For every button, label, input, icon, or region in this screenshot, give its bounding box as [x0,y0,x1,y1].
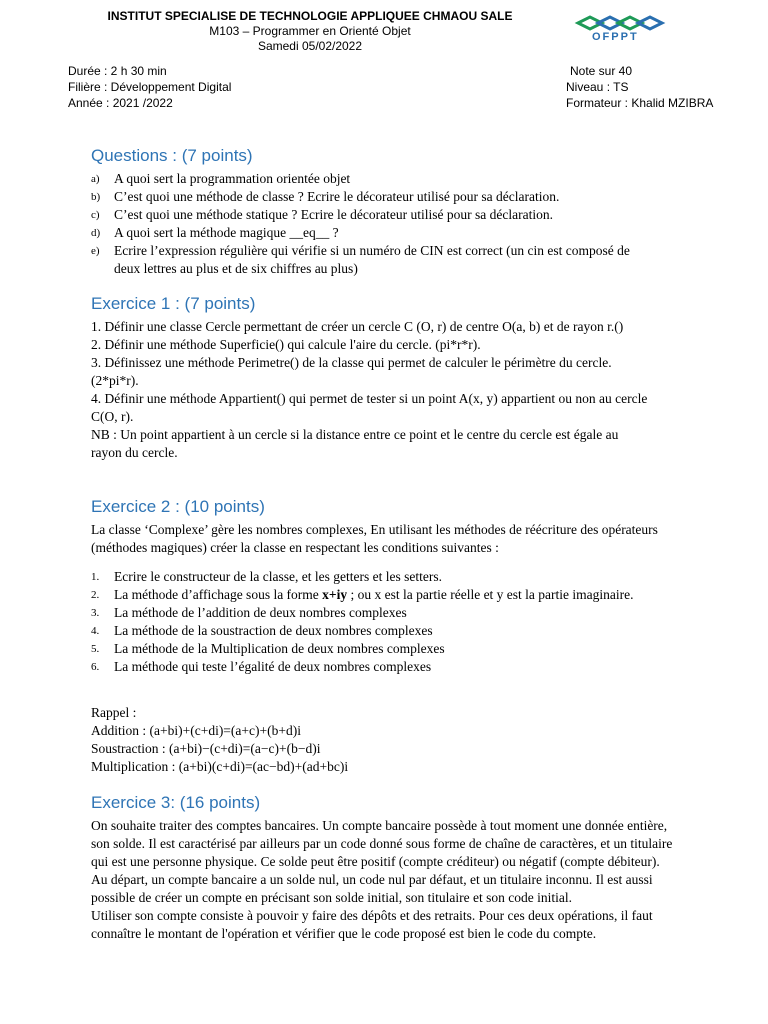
item-marker: 3. [91,607,100,619]
list-item [91,622,651,640]
rappel-block [91,704,651,776]
rappel-addition: Addition : (a+bi)+(c+di)=(a+c)+(b+d)i [91,723,301,738]
ex1-line: 4. Définir une méthode Appartient() qui permet de tester si un point A(x, y) appartient ou non au cercle C(O, r). [91,391,648,424]
item-text: La méthode qui teste l’égalité de deux nombres complexes [114,659,432,674]
institute-name: INSTITUT SPECIALISE DE TECHNOLOGIE APPLIQUEE CHMAOU SALE [107,9,513,23]
list-item [91,188,651,206]
item-text [114,586,651,604]
item-marker: 6. [91,661,100,673]
ex3-paragraph: On souhaite traiter des comptes bancaires. Un compte bancaire possède à tout moment une donnée entière, son solde. Il est caractérisé par ailleurs par un code donné sous forme de chaîne de caractères, et un titulaire qui est une personne physique. Ce solde peut être positif (compte créditeur) ou négatif (compte débiteur). Au départ, un compte bancaire a un solde nul, un code nul par défaut, et un titulaire inconnu. Il est aussi possible de créer un compte en précisant son solde initial, son titulaire et son code initial. [91,818,673,905]
note: Note sur 40 [570,64,633,78]
ex1-line: 2. Définir une méthode Superficie() qui calcule l'aire du cercle. (pi*r*r). [91,337,481,352]
ex1-line: 1. Définir une classe Cercle permettant de créer un cercle C (O, r) de centre O(a, b) et de rayon r.() [91,319,624,334]
list-item [91,224,651,242]
item-text: A quoi sert la méthode magique __eq__ ? [114,225,339,240]
list-item [91,206,651,224]
item-text-after: ; ou x est la partie réelle et y est la partie imaginaire. [347,587,634,602]
item-text: La méthode de l’addition de deux nombres complexes [114,605,407,620]
exercice-2-title: Exercice 2 : (10 points) [91,497,265,516]
module-name: M103 – Programmer en Orienté Objet [209,24,411,38]
rappel-title: Rappel : [91,705,137,720]
exercice-2-list [91,568,651,676]
document-header [60,9,560,54]
exercice-3-body [91,817,676,943]
list-item [91,658,651,676]
logo-text: OFPPT [592,31,639,43]
questions-list [91,170,651,278]
ex3-paragraph: Utiliser son compte consiste à pouvoir y faire des dépôts et des retraits. Pour ces deux opérations, il faut connaître le montant de l'opération et vérifier que le code proposé est bien le code du compte. [91,908,653,941]
item-marker: b) [91,191,101,203]
item-text: La méthode de la soustraction de deux nombres complexes [114,623,433,638]
item-text: La méthode de la Multiplication de deux nombres complexes [114,641,445,656]
rappel-soustraction: Soustraction : (a+bi)−(c+di)=(a−c)+(b−d)i [91,741,321,756]
item-marker: d) [91,227,101,239]
item-text: A quoi sert la programmation orientée objet [114,171,351,186]
questions-title: Questions : (7 points) [91,146,253,165]
list-item [91,568,651,586]
list-item [91,170,651,188]
item-text: C’est quoi une méthode de classe ? Ecrire le décorateur utilisé pour sa déclaration. [114,189,560,204]
item-text: Ecrire l’expression régulière qui vérifie si un numéro de CIN est correct (un cin est composé de deux lettres au plus et de six chiffres au plus) [114,243,630,276]
annee: Année : 2021 /2022 [68,96,173,110]
rappel-multiplication: Multiplication : (a+bi)(c+di)=(ac−bd)+(ad+bc)i [91,759,349,774]
item-marker: a) [91,173,100,185]
item-text: C’est quoi une méthode statique ? Ecrire le décorateur utilisé pour sa déclaration. [114,207,553,222]
list-item [91,242,651,278]
exam-date: Samedi 05/02/2022 [257,39,363,53]
ex1-line: 3. Définissez une méthode Perimetre() de la classe qui permet de calculer le périmètre du cercle. (2*pi*r). [91,355,612,388]
item-text-before: La méthode d’affichage sous la forme [114,587,323,602]
formateur: Formateur : Khalid MZIBRA [566,96,714,110]
item-marker: 2. [91,589,100,601]
meta-left [68,63,231,111]
item-marker: c) [91,209,100,221]
list-item [91,640,651,658]
item-marker: 5. [91,643,100,655]
list-item [91,586,651,604]
duration: Durée : 2 h 30 min [68,64,167,78]
niveau: Niveau : TS [566,80,629,94]
meta-right [566,63,713,111]
ofppt-logo [570,14,690,50]
exercice-2-intro: La classe ‘Complexe’ gère les nombres complexes, En utilisant les méthodes de réécriture des opérateurs (méthodes magiques) créer la classe en respectant les conditions suivantes : [91,522,658,555]
list-item [91,604,651,622]
item-marker: 4. [91,625,100,637]
item-text-bold: x+iy [322,587,348,602]
exercice-1-title: Exercice 1 : (7 points) [91,294,256,313]
exercice-1-body [91,318,651,462]
filiere: Filière : Développement Digital [68,80,232,94]
exercice-3-title: Exercice 3: (16 points) [91,793,261,812]
item-marker: e) [91,245,100,257]
item-text: Ecrire le constructeur de la classe, et les getters et les setters. [114,569,442,584]
ex1-nb: NB : Un point appartient à un cercle si la distance entre ce point et le centre du cercle est égale au rayon du cercle. [91,427,619,460]
item-marker: 1. [91,571,100,583]
